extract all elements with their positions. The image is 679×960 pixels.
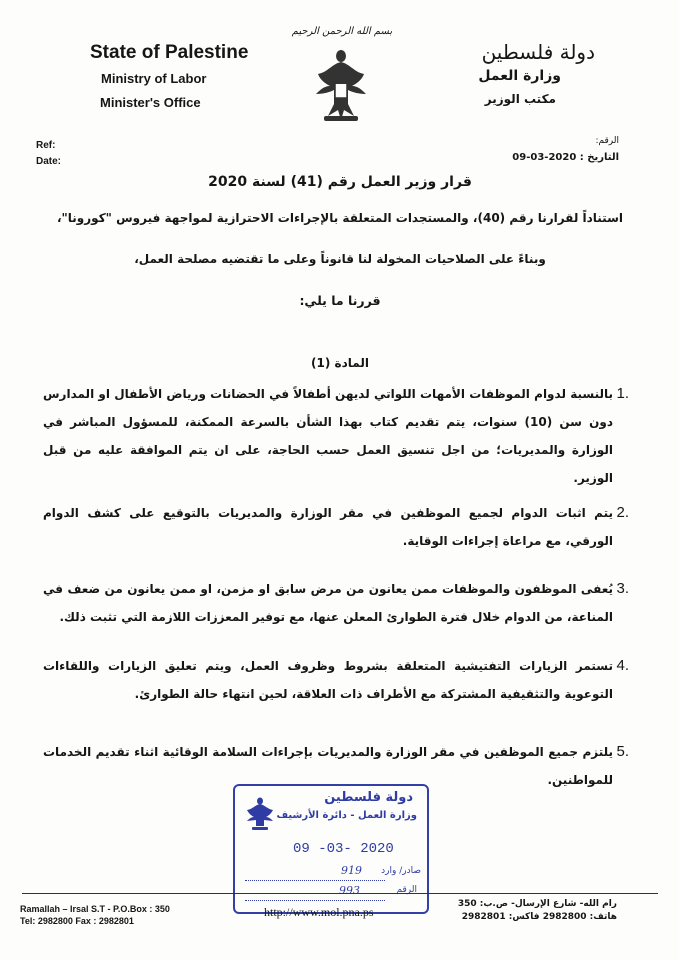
article-heading: المادة (1) [311,356,369,370]
item-text: يلتزم جميع الموظفين في مقر الوزارة والمديريات بإجراءات السلامة الوقائية اثناء تقديم الخدمات للمواطنين. [43,745,613,787]
archive-stamp [233,784,429,914]
decided-heading: قررنا ما يلي: [299,293,381,308]
footer-english-phone: Tel: 2982800 Fax : 2982801 [20,916,134,926]
arabic-state-name: دولة فلسطين [481,40,595,64]
ref-label: Ref: [36,140,56,151]
basmala: بسم الله الرحمن الرحيم [291,26,393,37]
arabic-ministry-name: وزارة العمل [478,68,561,84]
stamp-number-value: 993 [339,884,360,897]
preamble-1: استناداً لقرارنا رقم (40)، والمستجدات المتعلقة بالإجراءات الاحترازية لمواجهة فيروس "كورونا"، [56,211,623,225]
stamp-incoming-value: 919 [341,864,362,877]
footer-arabic-phone: هاتف: 2982800 فاكس: 2982801 [461,912,617,922]
article-item [43,499,629,555]
eagle-emblem-icon [310,44,372,124]
english-office-name: Minister's Office [100,95,201,110]
article-item [43,380,629,492]
arabic-ref-label: الرقم: [595,136,619,146]
arabic-date: التاريخ : 2020-03-09 [512,152,619,163]
item-number: 4. [616,657,629,674]
stamp-emblem-icon [243,795,277,831]
stamp-incoming-label: صادر/ وارد [381,866,421,876]
item-text: بالنسبة لدوام الموظفات الأمهات اللواتي لديهن أطفالاً في الحضانات ورياض الأطفال او المدارس دون سن (10) سنوات، يتم تقديم كتاب بهذا الشأن بالسرعة الممكنة، للمسؤول المباشر في الوزارة والمديريات؛ من اجل تنسيق العمل حسب الحاجة، على ان يتم الموافقة عليه من قبل الوزير. [43,387,613,485]
date-label: Date: [36,156,62,167]
stamp-date: 09 -03- 2020 [293,841,394,857]
decision-title: قرار وزير العمل رقم (41) لسنة 2020 [208,174,472,190]
footer-divider [22,893,658,894]
item-number: 1. [616,385,629,402]
item-number: 2. [616,504,629,521]
english-ministry-name: Ministry of Labor [101,71,207,86]
item-number: 5. [616,743,629,760]
article-item [43,652,629,708]
item-text: تستمر الزيارات التفتيشية المتعلقة بشروط وظروف العمل، ويتم تعليق الزيارات واللقاءات التوعوية والتثقيفية المشتركة مع الأطراف ذات العلاقة، لحين انتهاء حالة الطوارئ. [43,659,613,701]
english-state-name: State of Palestine [90,42,249,63]
footer-arabic-address: رام الله- شارع الإرسال- ص.ب: 350 [457,899,617,909]
article-item [43,575,629,631]
footer-english-address: Ramallah – Irsal S.T - P.O.Box : 350 [20,904,170,914]
arabic-office-name: مكتب الوزير [484,92,556,106]
item-number: 3. [616,580,629,597]
preamble-2: وبناءً على الصلاحيات المخولة لنا قانوناً وعلى ما تقتضيه مصلحة العمل، [134,252,546,266]
stamp-incoming-line [245,864,385,881]
footer-website-link[interactable]: http://www.mol.pna.ps [264,905,374,919]
stamp-number-label: الرقم [396,885,417,895]
stamp-number-line [245,884,385,901]
stamp-state: دولة فلسطين [324,790,413,805]
stamp-department: وزارة العمل - دائرة الأرشيف [276,810,417,821]
item-text: يُعفى الموظفون والموظفات ممن يعانون من مرض سابق او مزمن، او ممن يعانون من ضعف في المناعة، من الدوام خلال فترة الطوارئ المعلن عنها، مع توفير المعززات اللازمة التي تثبت ذلك. [43,582,613,624]
item-text: يتم اثبات الدوام لجميع الموظفين في مقر الوزارة والمديريات بالتوقيع على كشف الدوام الورقي، مع مراعاة إجراءات الوقاية. [43,506,613,548]
